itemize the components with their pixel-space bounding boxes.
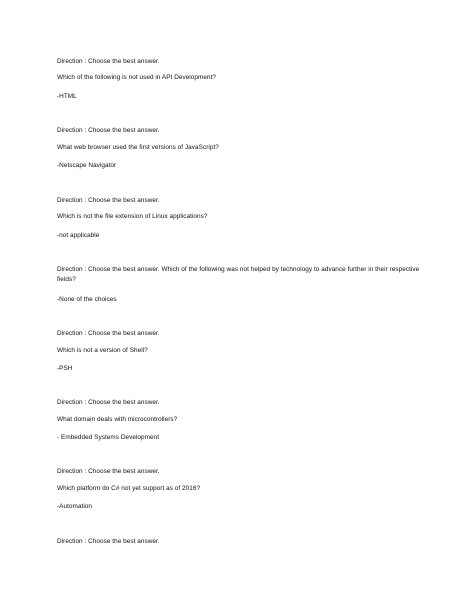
direction-text: Direction : Choose the best answer. — [57, 330, 160, 337]
question-text: What domain deals with microcontrollers? — [57, 416, 178, 423]
question-text: Which is not a version of Shell? — [57, 347, 148, 354]
direction-text: Direction : Choose the best answer. — [57, 127, 160, 134]
question-text: What web browser used the first versions of JavaScript? — [57, 144, 219, 151]
answer-text: -None of the choices — [57, 296, 117, 303]
answer-text: -Netscape Navigator — [57, 162, 117, 169]
answer-text: -not applicable — [57, 232, 100, 239]
answer-text: - Embedded Systems Development — [57, 434, 160, 441]
answer-text: -PSH — [57, 365, 73, 372]
direction-text: Direction : Choose the best answer. — [57, 58, 160, 65]
question-text: Which platform do C# not yet support as of 2016? — [57, 485, 201, 492]
question-text: Which of the following was not helped by technology to advance further in their respective fields? — [57, 266, 420, 283]
answer-text: -HTML — [57, 93, 77, 100]
answer-text: -Automation — [57, 503, 93, 510]
direction-text: Direction : Choose the best answer. — [57, 266, 160, 273]
direction-text: Direction : Choose the best answer. — [57, 538, 160, 545]
direction-text: Direction : Choose the best answer. — [57, 197, 160, 204]
direction-text: Direction : Choose the best answer. — [57, 399, 160, 406]
question-text: Which is not the file extension of Linux applications? — [57, 213, 208, 220]
direction-text: Direction : Choose the best answer. — [57, 468, 160, 475]
direction-question-paragraph — [57, 265, 427, 285]
question-text: Which of the following is not used in API Development? — [57, 74, 217, 81]
